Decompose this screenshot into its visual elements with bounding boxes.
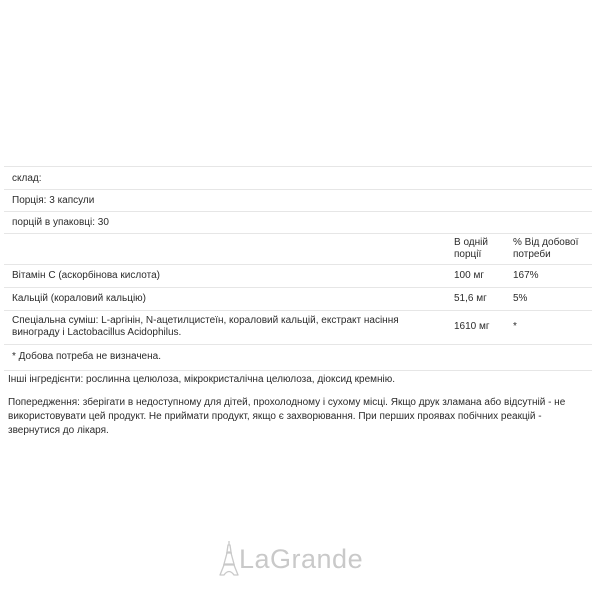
servings-per-container: порцій в упаковці: 30: [12, 217, 109, 228]
warning: Попередження: зберігати в недоступному для дітей, прохолодному і сухому місці. Якщо друк зламана або відсутній - не використовувати цей продукт. Не приймати продукт, якщо є захворювання. При перших проявах побічних реакцій - звернутися до лікаря.: [8, 397, 566, 436]
footnote: * Добова потреба не визначена.: [12, 351, 161, 362]
serving-size-row: [4, 189, 592, 211]
table-row: [4, 287, 592, 310]
nutrient-amount: 1610 мг: [454, 321, 490, 332]
logo-text: LaGrande: [239, 544, 364, 574]
daily-value-header: % Від добової потреби: [513, 237, 579, 260]
table-row: [4, 264, 592, 287]
other-ingredients: Інші інгредієнти: рослинна целюлоза, мікрокристалічна целюлоза, діоксид кремнію.: [8, 374, 396, 385]
nutrient-daily-value: 167%: [513, 270, 539, 281]
notes-section: [8, 373, 592, 447]
nutrient-daily-value: 5%: [513, 293, 528, 304]
supplement-facts-table: [4, 166, 592, 371]
nutrient-amount: 51,6 мг: [454, 293, 487, 304]
composition-row: [4, 166, 592, 189]
nutrient-name: Спеціальна суміш: L-аргінін, N-ацетилцистеїн, кораловий кальцій, екстракт насіння винограду і Lactobacillus Acidophilus.: [12, 315, 399, 338]
eiffel-tower-icon: [218, 540, 240, 576]
table-row: [4, 310, 592, 344]
nutrient-name: Кальцій (кораловий кальцію): [12, 293, 146, 304]
per-serving-header: В одній порції: [454, 237, 488, 260]
nutrient-name: Вітамін С (аскорбінова кислота): [12, 270, 161, 281]
servings-per-container-row: [4, 211, 592, 233]
lagrande-logo: [218, 538, 388, 578]
footnote-row: [4, 344, 592, 371]
nutrient-amount: 100 мг: [454, 270, 484, 281]
composition-title: склад:: [12, 173, 42, 184]
serving-size: Порція: 3 капсули: [12, 195, 95, 206]
table-header-row: [4, 233, 592, 264]
nutrient-daily-value: *: [513, 321, 517, 332]
